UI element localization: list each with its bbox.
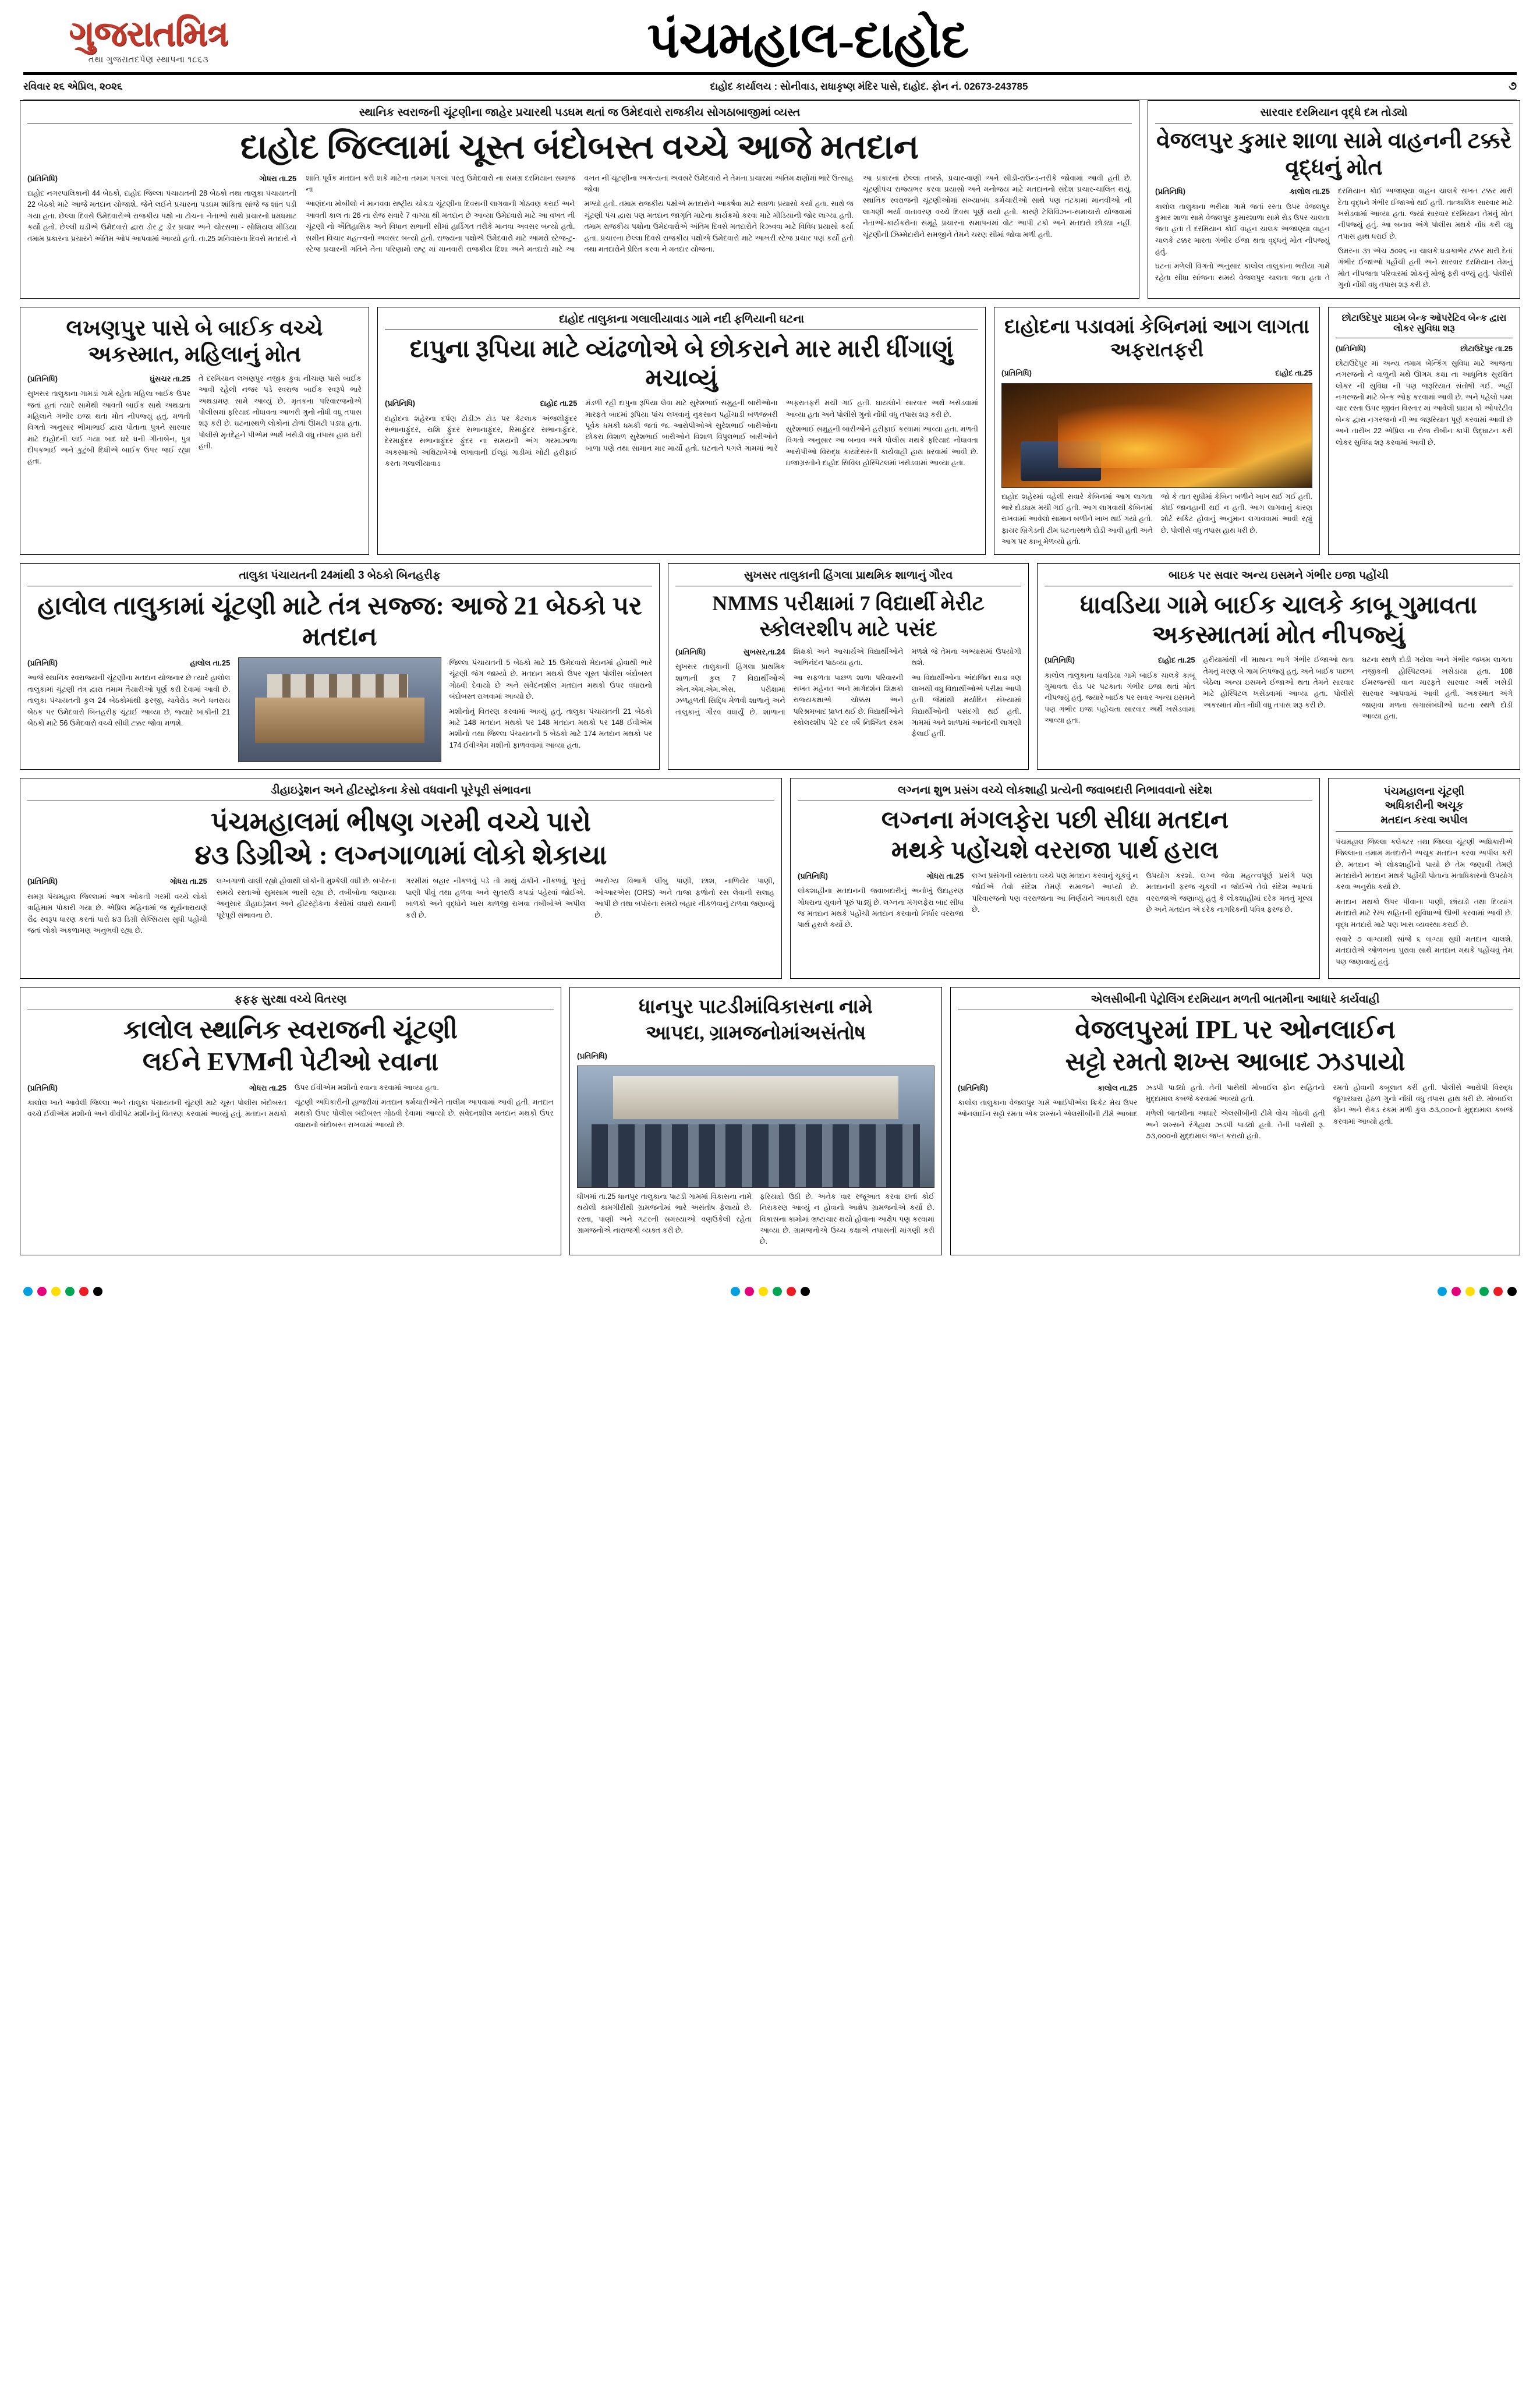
halol-col-3: મશીનોનું વિતરણ કરવામાં આવ્યું હતું. તાલુકા પંચાયતની 21 બેઠકો માટે 148 મતદાન મથકો પર 148 મતદાન મથકો પર 148 ઈવીએમ મશીનો તથા જિલ્લા પંચાયતની 5 બેઠકો માટે 174 મતદાન મથકો પર 174 ઈવીએમ મશીનો ફાળવવામાં આવ્યા હતા.	[449, 707, 652, 749]
dhanpur-headline-line2: આપદા, ગ્રામજનોમાંઅસંતોષ	[645, 1022, 866, 1044]
article-heatwave	[20, 778, 782, 979]
fire-photo	[1001, 383, 1312, 488]
vejalpur-byline: (પ્રતિનિધિ)	[1155, 187, 1186, 196]
registration-dots-right	[1438, 1287, 1517, 1296]
row-lead	[20, 100, 1520, 299]
evm-headline-line2: લઈને EVMની પેટીઓ રવાના	[142, 1047, 439, 1076]
registration-dots-center	[731, 1287, 810, 1296]
cabin-fire-col-2: જો કે તાત સુધીમાં કેબિન બળીને ખાખ થઈ ગઈ હતી. કોઈ જાનહાની થઈ ન હતી. આગ લાગવાનું કારણ શોર્ટ સર્કિટ હોવાનું અનુમાન લગાવવામાં આવી રહ્યું છે. પોલીસે વધુ તપાસ હાથ ધરી છે.	[1161, 492, 1312, 535]
wedding-col-3: ઉપયોગ કરશો. લગ્ન જેવા મહત્ત્વપૂર્ણ પ્રસંગે પણ મતદાનની ફરજ ચૂકવી ન જોઈએ તેવો સંદેશ આપતાં વરરાજાએ જણાવ્યું હતું કે લોકશાહીમાં દરેક મતનું મૂલ્ય છે અને મતદાન એ દરેક નાગરિકની પવિત્ર ફરજ છે.	[1146, 871, 1312, 914]
dateline-bar	[0, 75, 1540, 98]
evm-kicker: ફફફ સુરક્ષા વચ્ચે વિતરણ	[27, 993, 554, 1010]
appeal-col-3: સવારે ૭ વાગ્યાથી સાંજે ૬ વાગ્યા સુધી મતદાન ચાલશે. મતદારોએ ઓળખના પુરાવા સાથે મતદાન મથકે પહોંચવું તેમ પણ જણાવાયું હતું.	[1336, 935, 1513, 966]
cabin-fire-col-1: દાહોદ શહેરમાં વહેલી સવારે કેબિનમાં આગ લાગતા ભારે દોડધામ મચી ગઈ હતી. આગ લાગવાથી કેબિનમાં રાખવામાં આવેલો સામાન બળીને ખાખ થઈ ગયો હતો. ફાયર બ્રિગેડની ટીમ ઘટનાસ્થળે દોડી આવી હતી અને આગ પર કાબૂ મેળવ્યો હતો.	[1001, 492, 1153, 546]
ipl-kicker: એલસીબીની પેટ્રોલિંગ દરમિયાન મળતી બાતમીના આધારે કાર્યવાહી	[958, 993, 1513, 1010]
dhanpur-byline: (પ્રતિનિધિ)	[577, 1051, 608, 1060]
article-voting-appeal	[1328, 778, 1520, 979]
row-two	[20, 307, 1520, 555]
appeal-kicker	[1336, 784, 1513, 832]
evm-dateline: ગોધરા તા.25	[249, 1083, 286, 1092]
article-lead-election	[20, 100, 1139, 299]
article-halol-election	[20, 563, 660, 770]
reg-dot-black	[93, 1287, 102, 1296]
police-photo	[577, 1066, 934, 1188]
article-cabin-fire	[994, 307, 1320, 555]
registration-marks	[0, 1281, 1540, 1304]
dhanpur-col-2: ફરિયાદો ઉઠી છે. અનેક વાર રજૂઆત કરવા છતાં કોઈ નિરાકરણ આવ્યું ન હોવાનો આક્ષેપ ગ્રામજનોએ કર્યો છે. વિકાસના કામોમાં ભ્રષ્ટાચાર થયો હોવાના આક્ષેપ પણ કરવામાં આવ્યા છે. ગ્રામજનોએ ઉચ્ચ કક્ષાએ તપાસની માંગણી કરી છે.	[760, 1192, 934, 1246]
halol-body	[27, 657, 652, 762]
nmms-headline: NMMS પરીક્ષામાં 7 વિદ્યાર્થી મેરીટ સ્કોલરશીપ માટે પસંદ	[712, 592, 985, 640]
lakhanpur-body	[27, 373, 362, 468]
publication-logo	[23, 16, 274, 65]
lead-col-4: આ પ્રકારનાં છેલ્લા તબક્કે, પ્રચાર-વાણી અને સીડી-રાઉન્ડ-તરીકે જોવામાં આવી હતી છે. ચૂંટણીપંચ રાજ્યભર કરવા પ્રયાસો અને મનોજય માટે મતદાનનો સંદેશ પ્રચાર-ચાલિત થયું. સ્થાનિક સ્વરાજની ચૂંટણીઓમાં સંખ્યાબંધ કર્મચારીઓ સાથે પણ તટકામાં માનવીઓ ની લાગણી ભર્યા વાતાવરણ વચ્ચે દિવસ પૂર્ણ થયો હતો. કારણે ટેલિવિઝન-સમાચારો યોજવામાં નેતાઓ-કાર્યકરોના સમૂહે પ્રચારના સમાપનમાં વોટ આપી ટકો અને મતદારો છોડ્યા નહીં. ચૂંટણીની ઝિમ્મેદારીને સમજીને તેમને ચરણ સીમાં જોવા મળી હતી.	[862, 174, 1132, 239]
vejalpur-headline: વેજલપુર કુમાર શાળા સામે વાહનની ટક્કરે વૃદ્ધનું મોત	[1156, 129, 1511, 180]
vejalpur-dateline: કાલોલ તા.25	[1290, 187, 1330, 196]
dapu-kicker: દાહોદ તાલુકાના ગલાલીયાવાડ ગામે નદી ફળિયાની ઘટના	[385, 313, 978, 330]
nmms-kicker: સુખસર તાલુકાની હિંગલા પ્રાથમિક શાળાનું ગૌરવ	[675, 569, 1021, 586]
heat-col-1: સમગ્ર પંચમહાલ જિલ્લામાં આગ ઓકતી ગરમી વચ્ચે લોકો ત્રાહિમામ પોકારી ગયા છે. એપ્રિલ મહિનામાં જ સૂર્યનારાયણે રૌદ્ર સ્વરૂપ ધારણ કરતાં પારો ૪૩ ડિગ્રી સેલ્સિયસ સુધી પહોંચી જતાં લોકો અકળામણ અનુભવી રહ્યા છે.	[27, 892, 207, 935]
dapu-col-3: સુરેશભાઈ સમુહની બારીઓને હરીફાઈ કરવામાં આવ્યા હતા. મળતી વિગતો અનુસાર આ બનાવ અંગે પોલીસ મથકે ફરિયાદ નોંધાવતા આરોપીઓ વિરુદ્ધ કાયદેસરની કાર્યવાહી હાથ ધરવામાં આવી છે. ઇજાગ્રસ્તોને દાહોદ સિવિલ હોસ્પિટલમાં ખસેડવામાં આવ્યા હતા.	[785, 425, 978, 468]
reg-dot-yellow	[51, 1287, 61, 1296]
wedding-byline: (પ્રતિનિધિ)	[798, 871, 829, 880]
reg-dot-cyan-3	[1438, 1287, 1447, 1296]
heat-kicker: ડીહાઇડ્રેશન અને હીટસ્ટ્રોકના કેસો વધવાની પૂરેપૂરી સંભાવના	[27, 784, 774, 801]
article-evm-dispatch	[20, 987, 561, 1255]
reg-dot-yellow-2	[759, 1287, 768, 1296]
evm-body	[27, 1082, 554, 1131]
meeting-photo	[238, 657, 441, 762]
vejalpur-col-1: કાલોલ તાલુકાના ભરીયા ગામે જતાં રસ્તા ઉપર વેજલપુર કુમાર શાળા સામે વેજલપુર કુમારશાળા સામે રોડ ઉપર ચાલતા જતા હતા તે દરમિયાન કોઈ વાહન ચાલક અજાણ્યા વાહન ચાલકે ટક્કર મારતા ગંભીર ઈજા થતા વૃદ્ધનું મોત નીપજ્યું હતું.	[1155, 202, 1330, 256]
reg-dot-red	[79, 1287, 88, 1296]
row-five	[20, 987, 1520, 1255]
lead-dateline: ગોધરા તા.25	[259, 174, 297, 183]
article-vejalpur-accident	[1148, 100, 1520, 299]
nmms-dateline: સુખસર,તા.24	[743, 647, 785, 656]
nmms-col-1: સુખસર તાલુકાની હિંગલા પ્રાથમિક શાળાની કુલ 7 વિદ્યાર્થીઓએ એન.એમ.એમ.એસ. પરીક્ષામાં ઝળહળતી સિદ્ધિ મેળવી શાળાનું અને તાલુકાનું ગૌરવ વધાર્યું છે. શાળાના શિક્ષકો અને આચાર્યએ વિદ્યાર્થીઓને અભિનંદન પાઠવ્યા હતા.	[675, 647, 904, 716]
reg-dot-black-2	[801, 1287, 810, 1296]
dhavadiya-col-3: ઘટના સ્થળે દોડી ગયેલા અને ગંભીર જખમ લાગતા નજીકની હોસ્પિટલમાં ખસેડાયા હતા. 108 ઈમરજન્સી વાન મારફતે સારવાર અર્થે ખસેડી સારવાર આપવામાં આવી હતી. અકસ્માત અંગે જાણવા મળતા સગાસંબંધીઓ ઘટના સ્થળે દોડી આવ્યા હતા.	[1362, 656, 1513, 721]
dapu-col-1: દાહોદના શહેરના દર્પણ ટોડીઝ ટોડ પર કેટલાક અંજલીફુંદર સભાનાફુંદર, રાશિ ફુંદર સભાનાફુંદર, રિમાફુંદર સભાનાફુંદર, દેરમાફુંદર સભાનાફુંદર ફુંદર ના સમયની અંગ ગરમાઝાળા અકસ્માઓ અક્ષિટાબેઓ લખાવાની ઈલ્હાં ગાડીમાં ખોટી હરીફાઈ કરતા ગલાલીયાવાડ	[385, 414, 578, 468]
appeal-col-2: મતદાન મથકો ઉપર પીવાના પાણી, છાંયડો તથા દિવ્યાંગ મતદારો માટે રેમ્પ સહિતની સુવિધાઓ ઊભી કરવામાં આવી છે. વૃદ્ધ મતદારો માટે પણ ખાસ વ્યવસ્થા કરાઈ છે.	[1336, 897, 1513, 929]
cabin-fire-headline: દાહોદના પડાવમાં કેબિનમાં આગ લાગતા અફરાતફરી	[1004, 316, 1309, 362]
dhavadiya-kicker: બાઇક પર સવાર અન્ય ઇસમને ગંભીર ઇજા પહોંચી	[1045, 569, 1513, 586]
wedding-kicker: લગ્નના શુભ પ્રસંગ વચ્ચે લોકશાહી પ્રત્યેની જવાબદારી નિભાવવાનો સંદેશ	[798, 784, 1312, 801]
lead-col-1: દાહોદ નગરપાલિકાની 44 બેઠકો, દાહોદ જિલ્લા પંચાયતની 28 બેઠકો તથા તાલુકા પંચાયતની 22 બેઠકો માટે આજે મતદાન યોજાશે. જેને લઈને પ્રચારના પડઘમ શાંકિતા સાંજે જ શાંત પડી ગયા હતા. છેલ્લા દિવસે ઉમેદવારોએ રાજકીય પક્ષો ના ટોચના નેતાઓ સાથે પ્રચારનો ધમધમાટ કર્યો હતો. છેલ્લી ઘડીએ ઉમેદવારો દ્વારા ડોર ટુ ડોર પ્રચાર અને ચોરસભા - સોશિયલ મીડિયા તમામ પ્રકારના પ્રચારને અંતિમ ઓપ આપવામાં આવ્યો હતો. તા.25 શનિવારના દિવસે મતદારો ને શાંતિ પૂર્વક મતદાન કરી શકે માટેના તમામ પગલાં પરંતુ ઉમેદવારો ના સમગ્ર દરમિયાન સમાજ ના	[27, 174, 575, 243]
halol-kicker: તાલુકા પંચાયતની 24માંથી 3 બેઠકો બિનહરીફ	[27, 569, 652, 586]
bank-col-1: છોટાઉદેપુર માં અન્ય તમામ બેન્કિંગ સુવિધા માટે આજના નગરજનો ને વાળુની મથે ઊગમ કક્ષા ના આધુનિક સુરક્ષિત લોકર ની સુવિધા ની પણ જરૂરિયાત સંતોષી ગઈ. અહીં નગરજનો માટે બેન્ક ઓફ કરવામાં આવી છે. અને પહેલો પમ્મ ચાર રસ્તા ઉપર જીવંત વિસ્તાર માં આવેલી પ્રાઇમ કો ઓપરેટીવ બેન્ક દ્વારા નગરજનો ની આ જરૂરિયાત પૂર્ણ કરવામાં આવી છે અને તારીખ 22 એપ્રિલ ના રોજ રીબીન કાપી ઉદ્ઘાટન કરી લોકર સુવિધા શરૂ કરવામાં આવી છે.	[1336, 359, 1513, 447]
dhanpur-headline-line1: ધાનપુર પાટડીમાંવિકાસના નામે	[639, 996, 873, 1018]
ipl-headline-line2: સટ્ટો રમતો શખ્સ આબાદ ઝડપાયો	[1065, 1047, 1406, 1076]
page-title: પંચમહાલ-દાહોદ	[647, 12, 969, 68]
dapu-col-2: મંડળી રહી દાપુના રૂપિયા લેવા માટે સુરેશભાઈ સમુહની બારીઓના મારફતે બાદમાં રૂપિયા પાંચ લખવાનું નુકસાન પહોંચાડી બળજબરી પૂર્વક ધમકી ધમકી જતાં જ. આરોપીઓએ સુરેશભાઈ બારીઓના છોકરા વિશાળ સુરેશભાઈ બારીઓને વિશાળ વિપુલભાઈ બારીઓને બાળા પણે તથા સામાન માર માર્યો હતો. ઘટનાને પગલે ગામમાં ભારે અફરાતફરી મચી ગઈ હતી. ઘાયલોને સારવાર અર્થે ખસેડવામાં આવ્યા હતા અને પોલીસે ગુનો નોંધી વધુ તપાસ શરૂ કરી છે.	[585, 399, 978, 452]
article-dapu-assault	[377, 307, 986, 555]
wedding-col-2: લગ્ન પ્રસંગની વ્યસ્તતા વચ્ચે પણ મતદાન કરવાનું ચૂકવું ન જોઈએ તેવો સંદેશ તેમણે સમાજને આપ્યો છે. પરિવારજનો પણ વરરાજાના આ નિર્ણયને આવકારી રહ્યા છે.	[972, 871, 1138, 914]
dapu-body	[385, 398, 978, 469]
nmms-col-2: આ સફળતા પાછળ શાળા પરિવારની સખત મહેનત અને માર્ગદર્શન શિક્ષકો રાજ્યકક્ષાએ ચોક્કસ અને પરિશ્રમબાદ પ્રાપ્ત થઈ છે. વિદ્યાર્થીઓને સ્કોલરશીપ પેટે દર વર્ષે નિશ્ચિત રકમ મળશે જે તેમના અભ્યાસમાં ઉપયોગી થશે.	[793, 647, 1021, 727]
bank-dateline: છોટાઉદેપુર તા.25	[1460, 344, 1513, 353]
ipl-byline: (પ્રતિનિધિ)	[958, 1083, 989, 1092]
row-three	[20, 563, 1520, 770]
dapu-dateline: દાહોદ તા.25	[540, 399, 578, 408]
evm-col-1: કાલોલ ખાતે આવેલી જિલ્લા અને તાલુકા પંચાયતની ચૂંટણી માટે ચૂસ્ત પોલીસ બંદોબસ્ત વચ્ચે ઈવીએમ મશીનો અને વીવીપેટ મશીનોનું વિતરણ કરવામાં આવ્યું હતું. મતદાન મથકો ઉપર ઈવીએમ મશીનો રવાના કરવામાં આવ્યા હતા.	[27, 1083, 439, 1119]
heat-body	[27, 876, 774, 936]
lakhanpur-col-2: તે દરમિયાન લખણપુર નજીક કુવા નીચાણ પાસે બાઈક આવી રહેલી નજર પડે સ્વરાજ બાઈક સ્વરૂપે ભારે અથડામણ સામે આવ્યું છે. મૃતકના પરિવારજનોએ પોલીસમાં ફરિયાદ નોંધાવતા આખરી ગુનો નોંધી વધુ તપાસ શરૂ કરી છે. ઘટનાસ્થળે લોકોનાં ટોળાં ઊમટી પડ્યા હતા. પોલીસે મૃતદેહને પીએમ અર્થે ખસેડી વધુ તપાસ હાથ ધરી હતી.	[199, 374, 362, 450]
vejalpur-col-2: ઘટનાં મળેલી વિગતો અનુસાર કાલોલ તાલુકાના ભરીયા ગામે રહેતા સીધા સાંજના સમયે વેજલપુર ચાલતા જતા હતા તે દરમિયાન કોઈ અજાણ્યા વાહન ચાલકે સખત ટક્કર મારી દેતા વૃદ્ધને ગંભીર ઈજાઓ થઈ હતી. તાત્કાલિક સારવાર માટે ખસેડવામાં આવ્યા હતા. જ્યાં સારવાર દરમિયાન તેમનું મોત નીપજ્યું હતું. આ બનાવ અંગે પોલીસ મથકે નોંધ કરી વધુ તપાસ હાથ ધરાઈ છે.	[1155, 187, 1513, 282]
nmms-byline: (પ્રતિનિધિ)	[675, 647, 706, 656]
halol-dateline: હાલોલ તા.25	[190, 659, 231, 667]
nmms-col-3: આ વિદ્યાર્થીઓના અંદાજિત સાડા ત્રણ લાખથી વધુ વિદ્યાર્થીઓએ પરીક્ષા આપી હતી જેમાંથી મર્યાદિત સંખ્યામાં વિદ્યાર્થીઓની પસંદગી થઈ હતી. ગામમાં અને શાળામાં આનંદની લાગણી ફેલાઈ હતી.	[911, 673, 1021, 738]
ipl-col-3: રમતો હોવાની કબૂલાત કરી હતી. પોલીસે આરોપી વિરુદ્ધ જુગારધારા હેઠળ ગુનો નોંધી વધુ તપાસ હાથ ધરી છે. મોબાઈલ ફોન અને રોકડ રકમ મળી કુલ ૭૩,૦૦૦નો મુદ્દામાલ કબજે કરવામાં આવ્યો હતો.	[1333, 1083, 1513, 1125]
page-number: ૭	[1509, 80, 1517, 93]
bank-body	[1336, 343, 1513, 448]
article-nmms-scholarship	[668, 563, 1029, 770]
ipl-col-1: કાલોલ તાલુકાના વેજલપુર ગામે આઈપીએલ ક્રિકેટ મેચ ઉપર ઓનલાઈન સટ્ટો રમતા એક શખ્સને એલસીબીની ટીમે આબાદ ઝડપી પાડ્યો હતો. તેની પાસેથી મોબાઈલ ફોન સહિતનો મુદ્દામાલ કબજે કરવામાં આવ્યો હતો.	[958, 1083, 1325, 1119]
lead-byline: (પ્રતિનિધિ)	[27, 174, 58, 183]
wedding-body	[798, 870, 1312, 931]
heat-col-2: લગ્નગાળો ચાલી રહ્યો હોવાથી લોકોની મુશ્કેલી વધી છે. બપોરના સમયે રસ્તાઓ સુમસામ ભાસી રહ્યા છે. તબીબોના જણાવ્યા અનુસાર ડીહાઇડ્રેશન અને હીટસ્ટ્રોકના કેસોમાં વધારો થવાની પૂરેપૂરી સંભાવના છે.	[216, 877, 396, 919]
evm-headline-line1: કાલોલ સ્થાનિક સ્વરાજની ચૂંટણી	[123, 1015, 458, 1045]
dhavadiya-col-2: હરીયામાંથી ની માથાના ભાગે ગંભીર ઈજાઓ થતા તેમનું મરણ બે ગામ નિપજ્યું હતું. અને બાઈક પાછળ બેઠેલા અન્ય ઇસમને ઈજાઓ થતા તેમને સારવાર માટે હોસ્પિટલ ખસેડવામાં આવ્યા હતા. પોલીસે અકસ્માત મોત નોંધી વધુ તપાસ શરૂ કરી છે.	[1203, 656, 1354, 709]
dapu-byline: (પ્રતિનિધિ)	[385, 399, 416, 408]
article-ipl-betting	[950, 987, 1520, 1255]
heat-col-3: ગરમીમાં બહાર નીકળવું પડે તો માથું ઢાંકીને નીકળવું, પૂરતું પાણી પીવું તથા હળવા અને સુતરાઉ કપડાં પહેરવાં જોઈએ. બાળકો અને વૃદ્ધોને ખાસ કાળજી રાખવા તબીબોએ અપીલ કરી છે.	[405, 877, 586, 919]
halol-byline: (પ્રતિનિધિ)	[27, 659, 58, 667]
dhavadiya-dateline: દાહોદ તા.25	[1157, 656, 1195, 665]
reg-dot-green-3	[1479, 1287, 1489, 1296]
evm-col-2: ચૂંટણી અધિકારીની હાજરીમાં મતદાન કર્મચારીઓને તાલીમ આપવામાં આવી હતી. મતદાન મથકો ઉપર પોલીસ બંદોબસ્ત ગોઠવી દેવામાં આવ્યો છે. સંવેદનશીલ મતદાન મથકો ઉપર વધારાનો બંદોબસ્ત રાખવામાં આવ્યો છે.	[295, 1098, 554, 1129]
vejalpur-body	[1155, 186, 1513, 291]
article-lakhanpur-accident	[20, 307, 369, 555]
appeal-body	[1336, 837, 1513, 968]
lead-kicker: સ્થાનિક સ્વરાજની ચૂંટણીના જાહેર પ્રચારથી પડઘમ થતાં જ ઉમેદવારો રાજકીય સોગઠાબાજીમાં વ્યસ્ત	[27, 107, 1132, 123]
office-address: દાહોદ કાર્યાલય : સોનીવાડ, રાધાકૃષ્ણ મંદિર પાસે, દાહોદ. ફોન નં. 02673-243785	[710, 80, 1028, 92]
reg-dot-cyan	[23, 1287, 33, 1296]
appeal-col-1: પંચમહાલ જિલ્લા કલેક્ટર તથા જિલ્લા ચૂંટણી અધિકારીએ જિલ્લાના તમામ મતદારોને અચૂક મતદાન કરવા અપીલ કરી છે. મતદાન એ લોકશાહીનો પાયો છે તેમ જણાવી તેમણે મતદારોને મતદાન મથકે પહોંચી પોતાના મતાધિકારનો ઉપયોગ કરવા અનુરોધ કર્યો છે.	[1336, 837, 1513, 891]
dhavadiya-headline: ધાવડિયા ગામે બાઈક ચાલકે કાબૂ ગુમાવતા અકસ્માતમાં મોત નીપજ્યું	[1080, 592, 1477, 649]
wedding-col-1: લોકશાહીના મતદાનની જવાબદારીનું અનોખું ઉદાહરણ ગોધરાના યુવાને પૂરું પાડ્યું છે. લગ્નના મંગલફેરા બાદ સીધા જ મતદાન મથકે પહોંચી મતદાન કરવાનો નિર્ધાર વરરાજા પાર્થ હરાલે કર્યો છે.	[798, 887, 964, 929]
reg-dot-yellow-3	[1465, 1287, 1475, 1296]
reg-dot-red-3	[1493, 1287, 1503, 1296]
ipl-dateline: કાલોલ તા.25	[1097, 1083, 1138, 1092]
lead-col-3: મળ્યો હતો. તમામ રાજકીય પક્ષોએ મતદારોને આકર્ષવા માટે સઘળા પ્રયાસો કર્યા હતા. સાથે જ ચૂંટણી પંચ દ્વારા પણ મતદાન જાગૃતિ માટેના કાર્યક્રમો કરવા માટે મીડિયાની જોર લાગ્યા હતી. તમામ રાજકીય પક્ષોના ઉમેદવારોએ અંતિમ દિવસે મતદારોને રિઝવવા માટે વિવિધ પ્રયાસો કર્યા હતા. પ્રચારના છેલ્લા દિવસે રાજકીય પક્ષોએ ઉમેદવારો માટે આખરી સ્ટેજ પ્રચાર પણ કર્યો હતો તથા મતદારોને પ્રેરિત કરવા ને મતદાર યોજના.	[584, 200, 854, 253]
article-bank-locker	[1328, 307, 1520, 555]
evm-byline: (પ્રતિનિધિ)	[27, 1083, 58, 1092]
reg-dot-black-3	[1507, 1287, 1517, 1296]
appeal-kicker-line2: અધિકારીની અચૂક	[1385, 799, 1464, 812]
dapu-headline: દાપુના રૂપિયા માટે વ્યંઢળોએ બે છોકરાને માર મારી ધીંગાણું મચાવ્યું	[409, 335, 954, 392]
reg-dot-green-2	[773, 1287, 782, 1296]
appeal-kicker-line3: મતદાન કરવા અપીલ	[1380, 813, 1468, 826]
lakhanpur-dateline: ઘુંસચર તા.25	[150, 374, 190, 383]
logo-sub-text: તથા ગુજરાતદર્પણ સ્થાપના ૧૮૬૩	[88, 54, 209, 65]
cabin-fire-byline-row	[1001, 367, 1312, 379]
issue-date: રવિવાર ૨૬ એપ્રિલ, ૨૦૨૬	[23, 80, 123, 92]
vejalpur-col-3: ઉમરના ૩૧ એચ ૭૦૨૬ ના ચાલકે ધડાકાભેર ટક્કર મારી દેતાં ગંભીર ઈજાઓ પહોંચી હતી અને સારવાર દરમિયાન તેમનું મોત નીપજતા પરિવારમાં શોકનું મોજું ફરી વળ્યું હતું. પોલીસે ગુનો નોંધી વધુ તપાસ શરૂ કરી છે.	[1338, 247, 1513, 289]
halol-col-2: જિલ્લા પંચાયતની 5 બેઠકો માટે 15 ઉમેદવારો મેદાનમાં હોવાથી ભારે ચૂંટણી જંગ જામ્યો છે. મતદાન મથકો ઉપર ચૂસ્ત પોલીસ બંદોબસ્ત ગોઠવી દેવાયો છે અને સંવેદનશીલ મતદાન મથકો ઉપર વધારાનો બંદોબસ્ત રાખવામાં આવ્યો છે.	[449, 659, 652, 701]
lead-col-2: આણંદના મોબીલો નં માનવવા રાષ્ટ્રીય ચોકડા ચૂંટણીના દિવસની લાગવાની ગોઠવણ કરાઈ અને આવતી કાલ તા 26 ના રોજ સવારે 7 વાગ્યા થી મતદાન છે આવ્યા ઉમેદવારો માટે આ વખત ની ચૂંટણી નો ઐતિહાસિક અને વિધાન સભાની સીમાં હાર્ડિગત તરીકે માનવા અવસર બન્યો હતો. સમીન વિચાર મહત્ત્વનો અવસર બન્યો હતો. રાજ્યના પક્ષોએ ઉમેદવારો માટે આમરો સ્ટેજ-ટુ-સ્ટેજ પ્રચારની ગતિને તેના પરિણામો રાષ્ટ્ર માં માનવારી રાજકીય દિશા અને મતદારો માટે આ વખત ની ચૂંટણીના અગત્યના અવસરે ઉમેદવારો ને તેમના પ્રચારમાં અંતિમ ક્ષણોમાં ભારે ઉત્સાહ જોવા	[306, 174, 854, 253]
reg-dot-green	[65, 1287, 75, 1296]
dhavadiya-col-1: કાલોલ તાલુકાના ધાવડિયા ગામે બાઈક ચાલકે કાબૂ ગુમાવતા રોડ પર પટકાતા ગંભીર ઇજા થતાં મોત નીપજ્યું હતું. જ્યારે બાઈક પર સવાર અન્ય ઇસમને પણ ગંભીર ઇજા પહોંચતા સારવાર અર્થે ખસેડવામાં આવ્યા હતા.	[1045, 671, 1195, 725]
lakhanpur-byline: (પ્રતિનિધિ)	[27, 374, 58, 383]
wedding-headline-line2: મથકે પહોંચશે વરરાજા પાર્થ હરાલ	[891, 837, 1219, 865]
cabin-fire-body	[1001, 491, 1312, 548]
article-dhanpur-protest	[569, 987, 942, 1255]
ipl-body	[958, 1082, 1513, 1142]
heat-headline-line2: ૪૩ ડિગ્રીએ : લગ્નગાળામાં લોકો શેકાયા	[194, 840, 607, 870]
heat-col-4: આરોગ્ય વિભાગે લીંબુ પાણી, છાશ, નાળિયેર પાણી, ઓઆરએસ (ORS) અને તાજા ફળોનો રસ લેવાની સલાહ આપી છે તથા બપોરના સમયે બહાર નીકળવાનું ટાળવા જણાવ્યું છે.	[594, 877, 774, 919]
lakhanpur-col-1: સુખસર તાલુકાના ગામડાં ગામે રહેતા મહિલા બાઈક ઉપર જતાં હતાં ત્યારે સામેથી આવતી બાઈક સાથે અથડાતા મહિલાને ગંભીર ઇજા થતા મોત નીપજ્યું હતું. મળતી વિગતો અનુસાર ભીમાભાઈ દ્વારા પોતાના પુત્રને સારવાર માટે દાહોદની લઈ ગયા બાદ ઘરે ધની ગીતાબેન, પુત્ર દીપકભાઈ અને કુટુંબી દિધીએ બાઈક ઉપર જઈ રહ્યા હતા.	[27, 390, 190, 466]
reg-dot-magenta-2	[745, 1287, 754, 1296]
vejalpur-kicker: સારવાર દરમિયાન વૃદ્ધે દમ તોડ્યો	[1155, 107, 1513, 123]
halol-headline: હાલોલ તાલુકામાં ચૂંટણી માટે તંત્ર સજ્જ: આજે 21 બેઠકો પર મતદાન	[37, 592, 642, 652]
row-four	[20, 778, 1520, 979]
reg-dot-cyan-2	[731, 1287, 740, 1296]
page-content	[0, 100, 1540, 1281]
ipl-headline-line1: વેજલપુરમાં IPL પર ઓનલાઈન	[1075, 1015, 1396, 1045]
dhanpur-body	[577, 1191, 934, 1248]
bank-kicker: છોટાઉદેપુર પ્રાઇમ બેન્ક ઓપરેટિવ બેન્ક દ્વારા લોકર સુવિધા શરૂ	[1336, 313, 1513, 338]
masthead	[0, 0, 1540, 69]
dhavadiya-byline: (પ્રતિનિધિ)	[1045, 656, 1075, 665]
wedding-dateline: ગોધરા તા.25	[926, 871, 964, 880]
wedding-headline-line1: લગ્નના મંગલફેરા પછી સીધા મતદાન	[881, 807, 1229, 834]
reg-dot-magenta	[37, 1287, 47, 1296]
article-wedding-vote	[790, 778, 1320, 979]
nmms-body	[675, 646, 1021, 740]
cabin-fire-dateline: દાહોદ તા.25	[1275, 369, 1312, 378]
heat-dateline: ગોધરા તા.25	[169, 877, 207, 886]
dhavadiya-body	[1045, 654, 1513, 726]
lakhanpur-headline: લખણપુર પાસે બે બાઈક વચ્ચે અકસ્માત, મહિલાનું મોત	[66, 316, 323, 367]
lead-body	[27, 173, 1132, 256]
lead-headline: દાહોદ જિલ્લામાં ચૂસ્ત બંદોબસ્ત વચ્ચે આજે મતદાન	[240, 128, 919, 166]
logo-main-text: ગુજરાતમિત્ર	[69, 14, 228, 53]
bank-byline: (પ્રતિનિધિ)	[1336, 344, 1366, 353]
article-dhavadiya-accident	[1037, 563, 1520, 770]
dhanpur-byline-row	[577, 1050, 934, 1062]
registration-dots-left	[23, 1287, 102, 1296]
ipl-col-2: મળેલી બાતમીના આધારે એલસીબીની ટીમે વોચ ગોઠવી હતી અને શખ્સને રંગેહાથ ઝડપી પાડ્યો હતો. તેની પાસેથી રૂ. ૭૩,૦૦૦નો મુદ્દામાલ જપ્ત કરાયો હતો.	[1145, 1109, 1325, 1141]
dhanpur-col-1: ધીખમાં તા.25 ધાનપુર તાલુકાના પાટડી ગામમાં વિકાસના નામે થયેલી કામગીરીથી ગ્રામજનોમાં ભારે અસંતોષ ફેલાયો છે. રસ્તા, પાણી અને ગટરની સમસ્યાઓ વણઉકેલી રહેતા ગ્રામજનોએ નારાજગી વ્યક્ત કરી છે.	[577, 1192, 752, 1235]
appeal-kicker-line1: પંચમહાલના ચૂંટણી	[1383, 785, 1465, 797]
reg-dot-red-2	[787, 1287, 796, 1296]
heat-byline: (પ્રતિનિધિ)	[27, 877, 58, 886]
reg-dot-magenta-3	[1452, 1287, 1461, 1296]
heat-headline-line1: પંચમહાલમાં ભીષણ ગરમી વચ્ચે પારો	[211, 807, 591, 837]
halol-col-1: આજે સ્થાનિક સ્વરાજ્યની ચૂંટણીના મતદાન યોજનાર છે ત્યારે હાલોલ તાલુકામાં ચૂંટણી તંત્ર દ્વારા તમામ તૈયારીઓ પૂર્ણ કરી દેવામાં આવી છે. તાલુકા પંચાયતની કુલ 24 બેઠકોમાંથી ફરજી, ચાવેરોડ અને ધનરાય બેઠક પર ઉમેદવારો બિનહરીફ ચૂંટાઈ આવ્યા છે, જ્યારે બાકીની 21 બેઠકો માટે 56 ઉમેદવારો વચ્ચે સીધી ટક્કર જોવા મળશે.	[27, 674, 231, 727]
cabin-fire-byline: (પ્રતિનિધિ)	[1001, 369, 1032, 378]
